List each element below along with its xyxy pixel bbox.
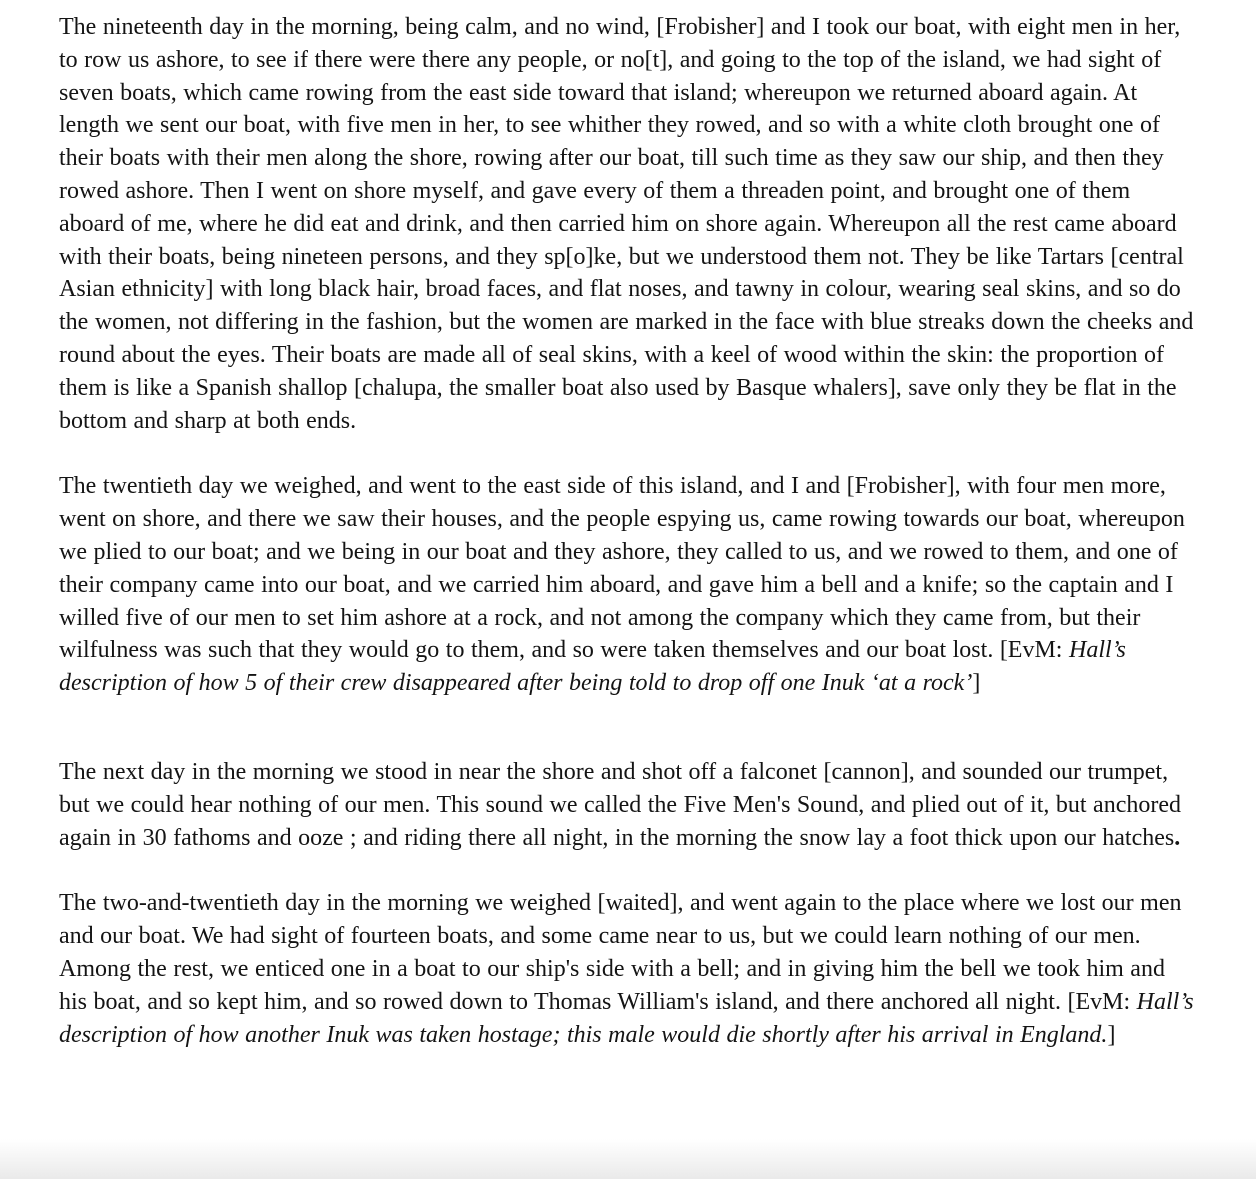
body-text: The next day in the morning we stood in near the shore and shot off a falconet [cannon], and sounded our trumpet, but we could hear nothing of our men. This sound we called the Five Men's Sound, and plied out of it, but anchored again in 30 fathoms and ooze ; and riding there all night, in the morning the snow lay a foot thick upon our hatches — [59, 758, 1182, 851]
editorial-note: Hall’s description of how another Inuk was taken hostage; this male would die shortly after his arrival in England. — [59, 988, 1194, 1048]
paragraph-4 — [59, 887, 1198, 1051]
paragraph-3 — [59, 756, 1198, 854]
body-text: . — [1174, 824, 1181, 851]
paragraph-2 — [59, 470, 1198, 700]
document-body — [59, 11, 1198, 1051]
body-text: ] — [972, 670, 981, 697]
body-text: The two-and-twentieth day in the morning we weighed [waited], and went again to the place where we lost our men and our boat. We had sight of fourteen boats, and some came near to us, but we could learn nothing of our men. Among the rest, we enticed one in a boat to our ship's side with a bell; and in giving him the bell we took him and his boat, and so kept him, and so rowed down to Thomas William's island, and there anchored all night. [EvM: — [59, 890, 1182, 1015]
body-text: ] — [1107, 1021, 1116, 1048]
body-text: The twentieth day we weighed, and went to the east side of this island, and I and [Frobisher], with four men more, went on shore, and there we saw their houses, and the people espying us, came rowing towards our boat, whereupon we plied to our boat; and we being in our boat and they ashore, they called to us, and we rowed to them, and one of their company came into our boat, and we carried him aboard, and gave him a bell and a knife; so the captain and I willed five of our men to set him ashore at a rock, and not among the company which they came from, but their wilfulness was such that they would go to them, and so were taken themselves and our boat lost. [EvM: — [59, 473, 1185, 664]
editorial-note: Hall’s description of how 5 of their crew disappeared after being told to drop off one Inuk ‘at a rock’ — [59, 637, 1126, 697]
paragraph-1 — [59, 11, 1198, 437]
body-text: The nineteenth day in the morning, being calm, and no wind, [Frobisher] and I took our boat, with eight men in her, to row us ashore, to see if there were there any people, or no[t], and going to the top of the island, we had sight of seven boats, which came rowing from the east side toward that island; whereupon we returned aboard again. At length we sent our boat, with five men in her, to see whither they rowed, and so with a white cloth brought one of their boats with their men along the shore, rowing after our boat, till such time as they saw our ship, and then they rowed ashore. Then I went on shore myself, and gave every of them a threaden point, and brought one of them aboard of me, where he did eat and drink, and then carried him on shore again. Whereupon all the rest came aboard with their boats, being nineteen persons, and they sp[o]ke, but we understood them not. They be like Tartars [central Asian ethnicity] with long black hair, broad faces, and flat noses, and tawny in colour, wearing seal skins, and so do the women, not differing in the fashion, but the women are marked in the face with blue streaks down the cheeks and round about the eyes. Their boats are made all of seal skins, with a keel of wood within the skin: the proportion of them is like a Spanish shallop [chalupa, the smaller boat also used by Basque whalers], save only they be flat in the bottom and sharp at both ends. — [59, 14, 1194, 434]
